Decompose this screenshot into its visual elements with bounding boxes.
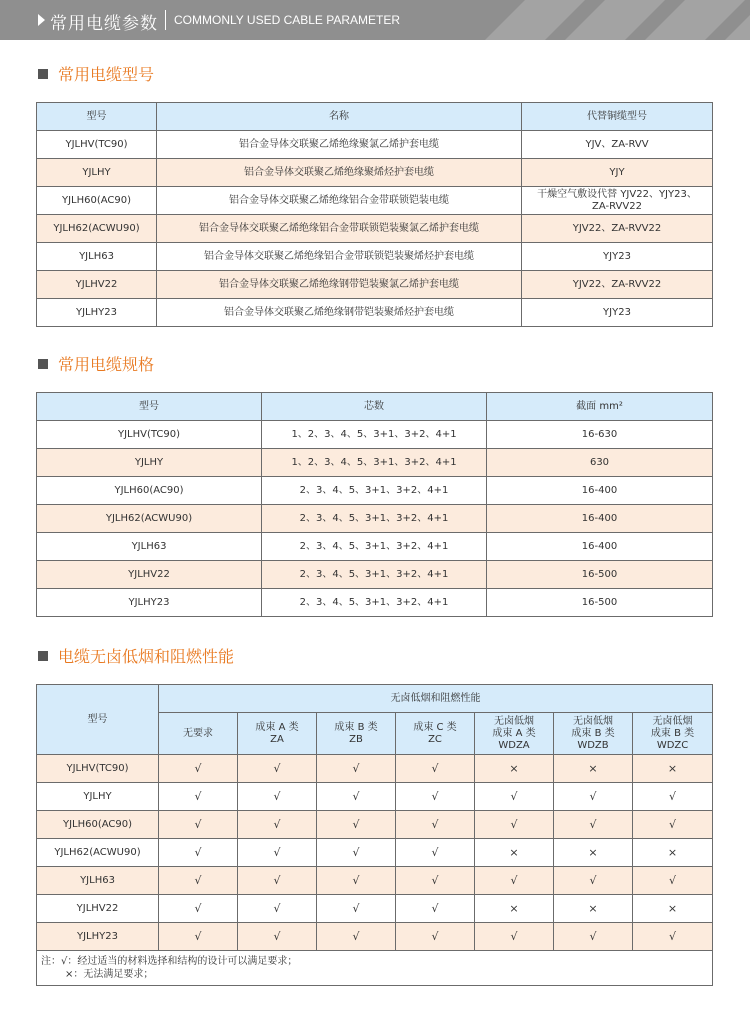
table-row <box>37 159 713 187</box>
banner-divider <box>165 10 166 30</box>
table-row <box>37 783 713 811</box>
cell-model: YJLHV(TC90) <box>37 755 159 783</box>
check-mark-icon: √ <box>396 783 475 811</box>
check-mark-icon: √ <box>554 783 633 811</box>
table-row <box>37 271 713 299</box>
check-mark-icon: √ <box>475 811 554 839</box>
table-row <box>37 131 713 159</box>
cross-mark-icon: × <box>475 755 554 783</box>
cell-model: YJLH62(ACWU90) <box>37 505 262 533</box>
cell-model: YJLHV22 <box>37 895 159 923</box>
cross-mark-icon: × <box>633 839 713 867</box>
check-mark-icon: √ <box>396 895 475 923</box>
column-header: 名称 <box>157 103 522 131</box>
check-mark-icon: √ <box>317 923 396 951</box>
cell-replacement: YJV、ZA-RVV <box>522 131 713 159</box>
cell-model: YJLH63 <box>37 867 159 895</box>
cell-section: 16-400 <box>487 505 713 533</box>
check-mark-icon: √ <box>475 867 554 895</box>
banner-subtitle: COMMONLY USED CABLE PARAMETER <box>174 13 401 27</box>
table-row <box>37 867 713 895</box>
check-mark-icon: √ <box>238 923 317 951</box>
cell-name: 铝合金导体交联聚乙烯绝缘铝合金带联锁铠装聚烯烃护套电缆 <box>157 243 522 271</box>
check-mark-icon: √ <box>396 923 475 951</box>
table-row <box>37 589 713 617</box>
cell-model: YJLH60(AC90) <box>37 187 157 215</box>
column-header: 截面 mm² <box>487 393 713 421</box>
cell-name: 铝合金导体交联聚乙烯绝缘钢带铠装聚氯乙烯护套电缆 <box>157 271 522 299</box>
column-header: 成束 A 类 ZA <box>238 713 317 755</box>
cross-mark-icon: × <box>475 895 554 923</box>
column-header: 无要求 <box>159 713 238 755</box>
cell-model: YJLHY <box>37 159 157 187</box>
check-mark-icon: √ <box>159 811 238 839</box>
banner-title: 常用电缆参数 <box>50 14 158 34</box>
table-row <box>37 533 713 561</box>
cell-model: YJLHY23 <box>37 923 159 951</box>
column-header: 无卤低烟 成束 B 类 WDZC <box>633 713 713 755</box>
check-mark-icon: √ <box>238 867 317 895</box>
header-banner <box>0 0 750 40</box>
cell-name: 铝合金导体交联聚乙烯绝缘铝合金带联锁铠装电缆 <box>157 187 522 215</box>
cell-cores: 2、3、4、5、3+1、3+2、4+1 <box>262 505 487 533</box>
cell-cores: 1、2、3、4、5、3+1、3+2、4+1 <box>262 449 487 477</box>
table-row <box>37 561 713 589</box>
cell-section: 16-500 <box>487 561 713 589</box>
cell-cores: 2、3、4、5、3+1、3+2、4+1 <box>262 477 487 505</box>
section-title: 常用电缆规格 <box>58 355 155 374</box>
table-row <box>37 299 713 327</box>
square-bullet-icon <box>38 651 48 661</box>
cell-cores: 2、3、4、5、3+1、3+2、4+1 <box>262 589 487 617</box>
check-mark-icon: √ <box>317 839 396 867</box>
cross-mark-icon: × <box>554 839 633 867</box>
cell-section: 16-630 <box>487 421 713 449</box>
cell-section: 16-400 <box>487 533 713 561</box>
group-header: 无卤低烟和阻燃性能 <box>159 685 713 713</box>
cable-specs-table <box>36 392 713 617</box>
check-mark-icon: √ <box>554 923 633 951</box>
check-mark-icon: √ <box>238 783 317 811</box>
cell-model: YJLH60(AC90) <box>37 811 159 839</box>
cell-model: YJLH62(ACWU90) <box>37 215 157 243</box>
table-row <box>37 243 713 271</box>
check-mark-icon: √ <box>317 755 396 783</box>
check-mark-icon: √ <box>396 811 475 839</box>
cell-model: YJLHY <box>37 783 159 811</box>
cell-replacement: YJY23 <box>522 299 713 327</box>
check-mark-icon: √ <box>238 755 317 783</box>
table-row <box>37 839 713 867</box>
table-row <box>37 811 713 839</box>
column-header: 代替铜缆型号 <box>522 103 713 131</box>
check-mark-icon: √ <box>317 867 396 895</box>
check-mark-icon: √ <box>159 867 238 895</box>
table-row <box>37 895 713 923</box>
cross-mark-icon: × <box>633 755 713 783</box>
cross-mark-icon: × <box>475 839 554 867</box>
check-mark-icon: √ <box>159 755 238 783</box>
check-mark-icon: √ <box>238 839 317 867</box>
column-header: 型号 <box>37 103 157 131</box>
cell-cores: 2、3、4、5、3+1、3+2、4+1 <box>262 561 487 589</box>
cell-section: 16-500 <box>487 589 713 617</box>
note-line: ×：无法满足要求； <box>65 969 154 980</box>
section-heading-models <box>38 62 154 85</box>
section-heading-performance <box>38 644 234 667</box>
cell-model: YJLH60(AC90) <box>37 477 262 505</box>
check-mark-icon: √ <box>475 783 554 811</box>
check-mark-icon: √ <box>159 783 238 811</box>
cell-model: YJLHV22 <box>37 271 157 299</box>
check-mark-icon: √ <box>317 783 396 811</box>
cell-model: YJLH63 <box>37 533 262 561</box>
table-row <box>37 421 713 449</box>
table-row <box>37 215 713 243</box>
cross-mark-icon: × <box>554 895 633 923</box>
cell-replacement: YJV22、ZA-RVV22 <box>522 215 713 243</box>
check-mark-icon: √ <box>554 811 633 839</box>
check-mark-icon: √ <box>159 839 238 867</box>
cell-name: 铝合金导体交联聚乙烯绝缘铝合金带联锁铠装聚氯乙烯护套电缆 <box>157 215 522 243</box>
flame-retardant-table <box>36 684 713 986</box>
check-mark-icon: √ <box>554 867 633 895</box>
table-row <box>37 449 713 477</box>
cross-mark-icon: × <box>554 755 633 783</box>
column-header: 型号 <box>37 393 262 421</box>
cell-replacement: YJY <box>522 159 713 187</box>
check-mark-icon: √ <box>633 783 713 811</box>
square-bullet-icon <box>38 359 48 369</box>
check-mark-icon: √ <box>633 811 713 839</box>
cell-name: 铝合金导体交联聚乙烯绝缘聚氯乙烯护套电缆 <box>157 131 522 159</box>
cell-model: YJLHV22 <box>37 561 262 589</box>
table-note <box>37 951 713 986</box>
check-mark-icon: √ <box>396 755 475 783</box>
square-bullet-icon <box>38 69 48 79</box>
cell-section: 630 <box>487 449 713 477</box>
column-header: 芯数 <box>262 393 487 421</box>
cell-model: YJLHV(TC90) <box>37 131 157 159</box>
section-heading-specs <box>38 352 154 375</box>
section-title: 电缆无卤低烟和阻燃性能 <box>58 647 235 666</box>
check-mark-icon: √ <box>159 923 238 951</box>
cell-model: YJLH63 <box>37 243 157 271</box>
table-row <box>37 755 713 783</box>
check-mark-icon: √ <box>238 811 317 839</box>
column-header-model: 型号 <box>37 685 159 755</box>
cell-model: YJLHV(TC90) <box>37 421 262 449</box>
section-title: 常用电缆型号 <box>58 65 155 84</box>
cell-cores: 1、2、3、4、5、3+1、3+2、4+1 <box>262 421 487 449</box>
check-mark-icon: √ <box>238 895 317 923</box>
play-arrow-icon <box>38 14 45 26</box>
column-header: 成束 C 类 ZC <box>396 713 475 755</box>
check-mark-icon: √ <box>396 839 475 867</box>
cell-section: 16-400 <box>487 477 713 505</box>
column-header: 成束 B 类 ZB <box>317 713 396 755</box>
column-header: 无卤低烟 成束 B 类 WDZB <box>554 713 633 755</box>
cell-replacement: YJY23 <box>522 243 713 271</box>
table-row <box>37 477 713 505</box>
check-mark-icon: √ <box>633 923 713 951</box>
note-line: 注：√：经过适当的材料选择和结构的设计可以满足要求； <box>41 956 298 967</box>
table-row <box>37 505 713 533</box>
cell-name: 铝合金导体交联聚乙烯绝缘钢带铠装聚烯烃护套电缆 <box>157 299 522 327</box>
table-row <box>37 187 713 215</box>
check-mark-icon: √ <box>317 895 396 923</box>
cable-models-table <box>36 102 713 327</box>
table-row <box>37 923 713 951</box>
check-mark-icon: √ <box>475 923 554 951</box>
cell-replacement: 干燥空气敷设代替 YJV22、YJY23、ZA-RVV22 <box>522 187 713 215</box>
cell-model: YJLHY23 <box>37 589 262 617</box>
cell-replacement: YJV22、ZA-RVV22 <box>522 271 713 299</box>
cell-model: YJLHY <box>37 449 262 477</box>
check-mark-icon: √ <box>396 867 475 895</box>
check-mark-icon: √ <box>159 895 238 923</box>
cell-name: 铝合金导体交联聚乙烯绝缘聚烯烃护套电缆 <box>157 159 522 187</box>
check-mark-icon: √ <box>317 811 396 839</box>
column-header: 无卤低烟 成束 A 类 WDZA <box>475 713 554 755</box>
check-mark-icon: √ <box>633 867 713 895</box>
cell-model: YJLH62(ACWU90) <box>37 839 159 867</box>
cross-mark-icon: × <box>633 895 713 923</box>
cell-model: YJLHY23 <box>37 299 157 327</box>
cell-cores: 2、3、4、5、3+1、3+2、4+1 <box>262 533 487 561</box>
